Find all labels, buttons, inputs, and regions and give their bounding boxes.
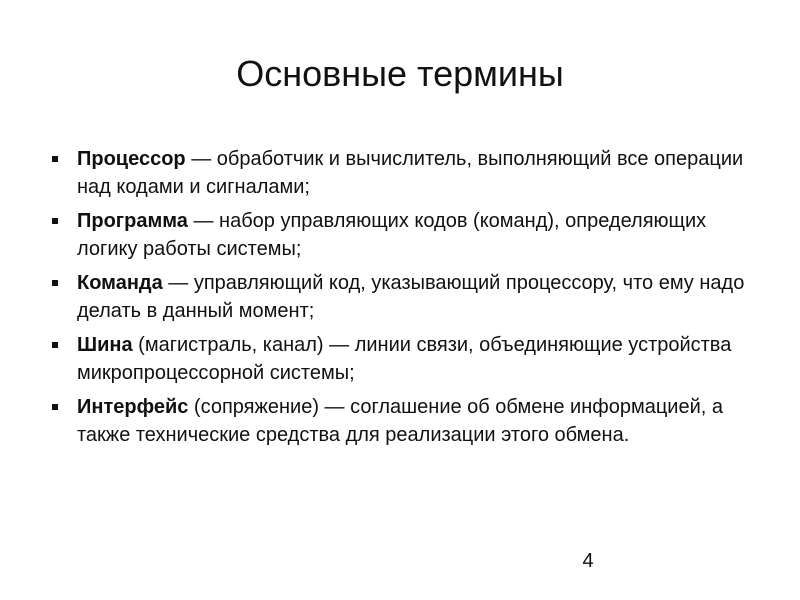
list-item-command bbox=[48, 269, 758, 325]
terms-list bbox=[48, 145, 758, 455]
term-name: Шина bbox=[77, 334, 133, 356]
term-definition: (магистраль, канал) — линии связи, объединяющие устройства микропроцессорной системы; bbox=[77, 334, 732, 384]
term-name: Программа bbox=[77, 210, 188, 232]
term-definition: — обработчик и вычислитель, выполняющий все операции над кодами и сигналами; bbox=[77, 148, 744, 198]
bullet-icon bbox=[52, 280, 58, 286]
bullet-icon bbox=[52, 156, 58, 162]
list-item-program bbox=[48, 207, 758, 263]
term-name: Команда bbox=[77, 272, 163, 294]
list-item-processor bbox=[48, 145, 758, 201]
term-definition: — управляющий код, указывающий процессору, что ему надо делать в данный момент; bbox=[77, 272, 745, 322]
slide-title: Основные термины bbox=[236, 53, 564, 94]
bullet-icon bbox=[52, 218, 58, 224]
list-item-interface bbox=[48, 393, 758, 449]
term-name: Интерфейс bbox=[77, 396, 189, 418]
page-number: 4 bbox=[582, 550, 594, 572]
term-name: Процессор bbox=[77, 148, 186, 170]
list-item-bus bbox=[48, 331, 758, 387]
term-definition: — набор управляющих кодов (команд), определяющих логику работы системы; bbox=[77, 210, 707, 260]
term-definition: (сопряжение) — соглашение об обмене информацией, а также технические средства для реализации этого обмена. bbox=[77, 396, 723, 446]
bullet-icon bbox=[52, 342, 58, 348]
bullet-icon bbox=[52, 404, 58, 410]
